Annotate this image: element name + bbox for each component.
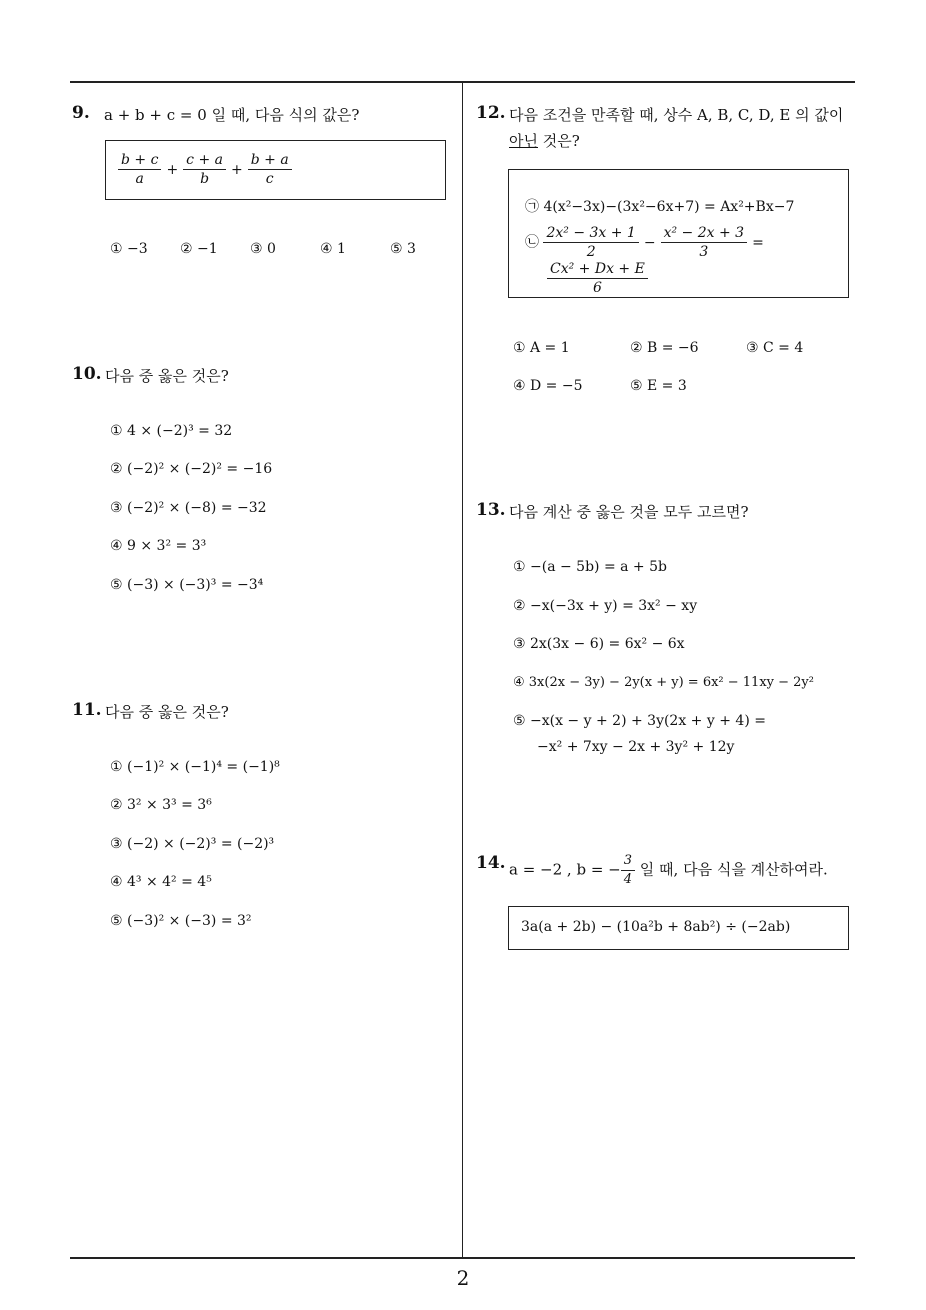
question-14-instruction: 일 때, 다음 식을 계산하여라. — [635, 860, 828, 879]
operator: = — [752, 234, 764, 251]
question-9-expression-box — [105, 140, 446, 200]
fraction-numerator: c + a — [183, 151, 226, 170]
fraction-numerator: x² − 2x + 3 — [661, 224, 747, 243]
question-9-expression — [118, 151, 292, 188]
column-divider — [462, 82, 463, 1258]
question-13-option-5[interactable]: ⑤ −x(x − y + 2) + 3y(2x + y + 4) = — [513, 713, 766, 729]
question-11-option-1[interactable]: ① (−1)² × (−1)⁴ = (−1)⁸ — [110, 759, 280, 775]
question-10-option-1[interactable]: ① 4 × (−2)³ = 32 — [110, 423, 233, 439]
fraction-numerator: b + c — [118, 151, 161, 170]
question-13-option-4[interactable]: ④ 3x(2x − 3y) − 2y(x + y) = 6x² − 11xy − 2y² — [513, 675, 814, 690]
fraction-numerator: Cx² + Dx + E — [547, 260, 648, 279]
condition-1: ㉠ 4(x²−3x)−(3x²−6x+7) = Ax²+Bx−7 — [525, 199, 795, 215]
question-10-option-5[interactable]: ⑤ (−3) × (−3)³ = −3⁴ — [110, 577, 264, 593]
operator: + — [166, 161, 179, 178]
operator: + — [231, 161, 243, 178]
question-12-option-1[interactable]: ① A = 1 — [513, 340, 570, 356]
question-12-option-5[interactable]: ⑤ E = 3 — [630, 378, 687, 394]
question-9-option-1[interactable]: ① −3 — [110, 241, 148, 257]
fraction-denominator: a — [135, 171, 144, 187]
question-14-expression-box — [508, 906, 849, 950]
fraction — [621, 852, 635, 889]
fraction — [543, 224, 638, 261]
fraction-denominator: 3 — [699, 244, 709, 260]
question-12-number: 12. — [476, 103, 506, 123]
question-12-text-line-1: 다음 조건을 만족할 때, 상수 A, B, C, D, E 의 값이 — [509, 106, 844, 124]
bottom-rule — [70, 1257, 855, 1259]
question-11-number: 11. — [72, 700, 102, 720]
operator: − — [643, 234, 656, 251]
question-13-option-1[interactable]: ① −(a − 5b) = a + 5b — [513, 559, 667, 575]
question-9-text: a + b + c = 0 일 때, 다음 식의 값은? — [104, 106, 360, 124]
question-13-option-5-continuation: −x² + 7xy − 2x + 3y² + 12y — [537, 739, 735, 755]
fraction-numerator: b + a — [248, 151, 292, 170]
question-11-option-5[interactable]: ⑤ (−3)² × (−3) = 3² — [110, 913, 252, 929]
question-12-condition-box — [508, 169, 849, 298]
question-11-option-2[interactable]: ② 3² × 3³ = 3⁶ — [110, 797, 212, 813]
fraction-denominator: 6 — [592, 280, 602, 296]
fraction-denominator: 4 — [623, 872, 633, 887]
underlined-word: 아닌 — [509, 132, 538, 150]
fraction-denominator: b — [200, 171, 210, 187]
condition-2 — [525, 224, 769, 261]
fraction — [118, 151, 161, 188]
fraction — [547, 260, 648, 297]
question-10-option-3[interactable]: ③ (−2)² × (−8) = −32 — [110, 500, 267, 516]
question-14-given: a = −2 , b = − — [509, 860, 621, 879]
question-10-option-2[interactable]: ② (−2)² × (−2)² = −16 — [110, 461, 273, 477]
question-12-option-3[interactable]: ③ C = 4 — [746, 340, 804, 356]
question-14-text — [509, 852, 828, 889]
question-12-text-rest: 것은? — [537, 132, 580, 150]
question-10-number: 10. — [72, 364, 102, 384]
question-9-number: 9. — [72, 103, 90, 123]
fraction-denominator: 2 — [586, 244, 596, 260]
question-14-expression: 3a(a + 2b) − (10a²b + 8ab²) ÷ (−2ab) — [521, 919, 791, 935]
fraction — [248, 151, 292, 188]
question-13-text: 다음 계산 중 옳은 것을 모두 고르면? — [509, 503, 749, 521]
question-11-text: 다음 중 옳은 것은? — [105, 703, 229, 721]
fraction-numerator: 2x² − 3x + 1 — [543, 224, 638, 243]
question-13-option-3[interactable]: ③ 2x(3x − 6) = 6x² − 6x — [513, 636, 685, 652]
question-14-number: 14. — [476, 853, 506, 873]
fraction — [183, 151, 226, 188]
question-12-text-line-2 — [509, 129, 580, 153]
question-9-option-4[interactable]: ④ 1 — [320, 241, 346, 257]
question-10-text: 다음 중 옳은 것은? — [105, 367, 229, 385]
question-11-option-3[interactable]: ③ (−2) × (−2)³ = (−2)³ — [110, 836, 275, 852]
page-number: 2 — [456, 1266, 470, 1290]
question-12-option-2[interactable]: ② B = −6 — [630, 340, 699, 356]
question-9-option-2[interactable]: ② −1 — [180, 241, 218, 257]
condition-2-mark: ㉡ — [525, 234, 539, 251]
question-13-option-2[interactable]: ② −x(−3x + y) = 3x² − xy — [513, 598, 698, 614]
question-11-option-4[interactable]: ④ 4³ × 4² = 4⁵ — [110, 874, 212, 890]
fraction — [661, 224, 747, 261]
condition-2-continuation — [547, 260, 648, 297]
question-12-option-4[interactable]: ④ D = −5 — [513, 378, 583, 394]
question-9-option-3[interactable]: ③ 0 — [250, 241, 276, 257]
question-10-option-4[interactable]: ④ 9 × 3² = 3³ — [110, 538, 207, 554]
fraction-numerator: 3 — [621, 852, 635, 871]
fraction-denominator: c — [265, 171, 274, 187]
question-13-number: 13. — [476, 500, 506, 520]
question-9-option-5[interactable]: ⑤ 3 — [390, 241, 416, 257]
